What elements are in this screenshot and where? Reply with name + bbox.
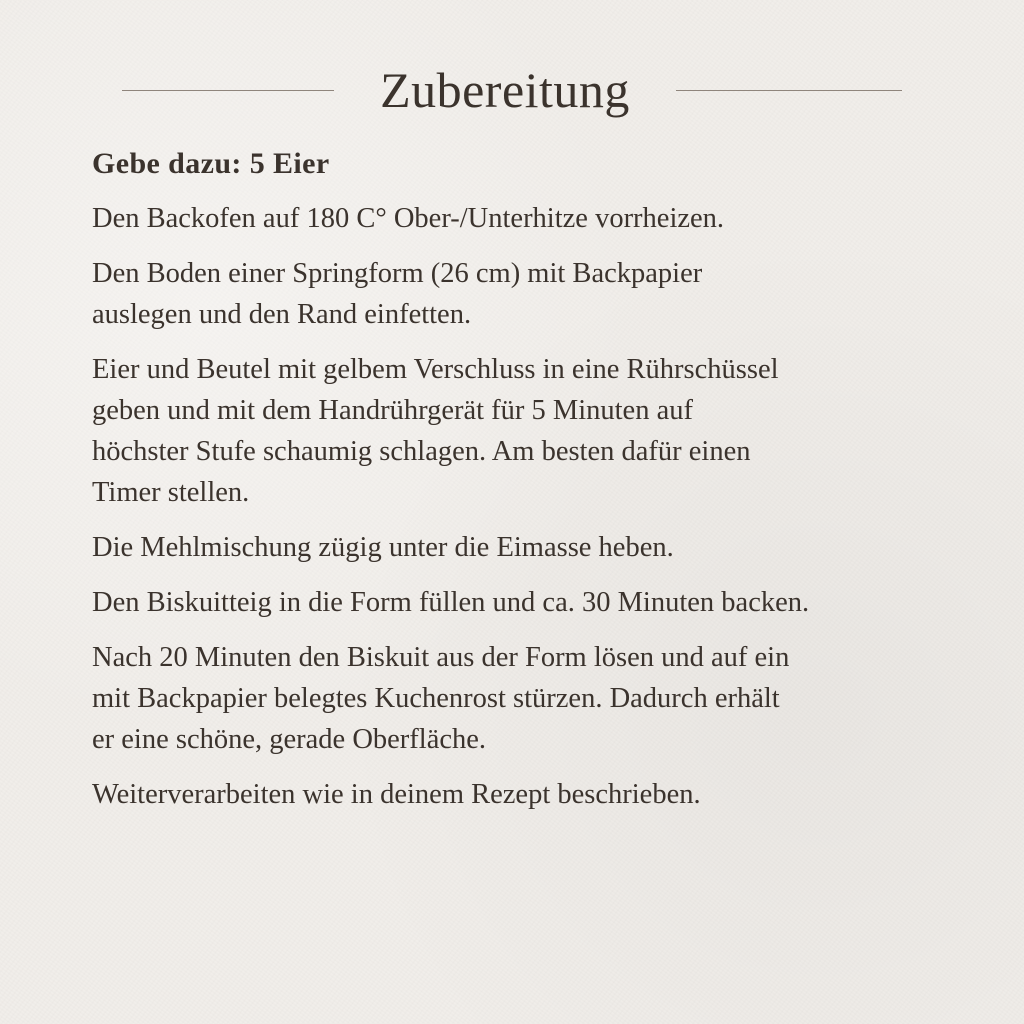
step-line: Den Boden einer Springform (26 cm) mit Backpapier — [92, 258, 703, 289]
instruction-step — [92, 527, 992, 568]
section-title: Zubereitung — [380, 62, 630, 118]
header-divider-left — [122, 90, 334, 91]
instruction-step — [92, 637, 992, 760]
instruction-step — [92, 582, 992, 623]
step-line: Timer stellen. — [92, 477, 250, 508]
section-header — [0, 52, 1024, 128]
step-line: Eier und Beutel mit gelbem Verschluss in eine Rührschüssel — [92, 354, 779, 385]
step-line: Weiterverarbeiten wie in deinem Rezept beschrieben. — [92, 779, 701, 810]
step-line: Nach 20 Minuten den Biskuit aus der Form lösen und auf ein — [92, 642, 790, 673]
header-divider-right — [676, 90, 902, 91]
step-line: Den Backofen auf 180 C° Ober-/Unterhitze vorrheizen. — [92, 203, 725, 234]
step-line: Den Biskuitteig in die Form füllen und ca. 30 Minuten backen. — [92, 587, 810, 618]
step-line: mit Backpapier belegtes Kuchenrost stürzen. Dadurch erhält — [92, 683, 780, 714]
instruction-step — [92, 253, 992, 335]
step-line: auslegen und den Rand einfetten. — [92, 299, 472, 330]
instruction-step — [92, 349, 992, 513]
step-line: höchster Stufe schaumig schlagen. Am besten dafür einen — [92, 436, 751, 467]
step-line: er eine schöne, gerade Oberfläche. — [92, 724, 487, 755]
step-line: geben und mit dem Handrührgerät für 5 Minuten auf — [92, 395, 693, 426]
step-line: Die Mehlmischung zügig unter die Eimasse heben. — [92, 532, 674, 563]
instruction-step — [92, 774, 992, 815]
instruction-step — [92, 198, 992, 239]
instructions — [92, 142, 992, 829]
ingredient-note: Gebe dazu: 5 Eier — [92, 147, 330, 180]
